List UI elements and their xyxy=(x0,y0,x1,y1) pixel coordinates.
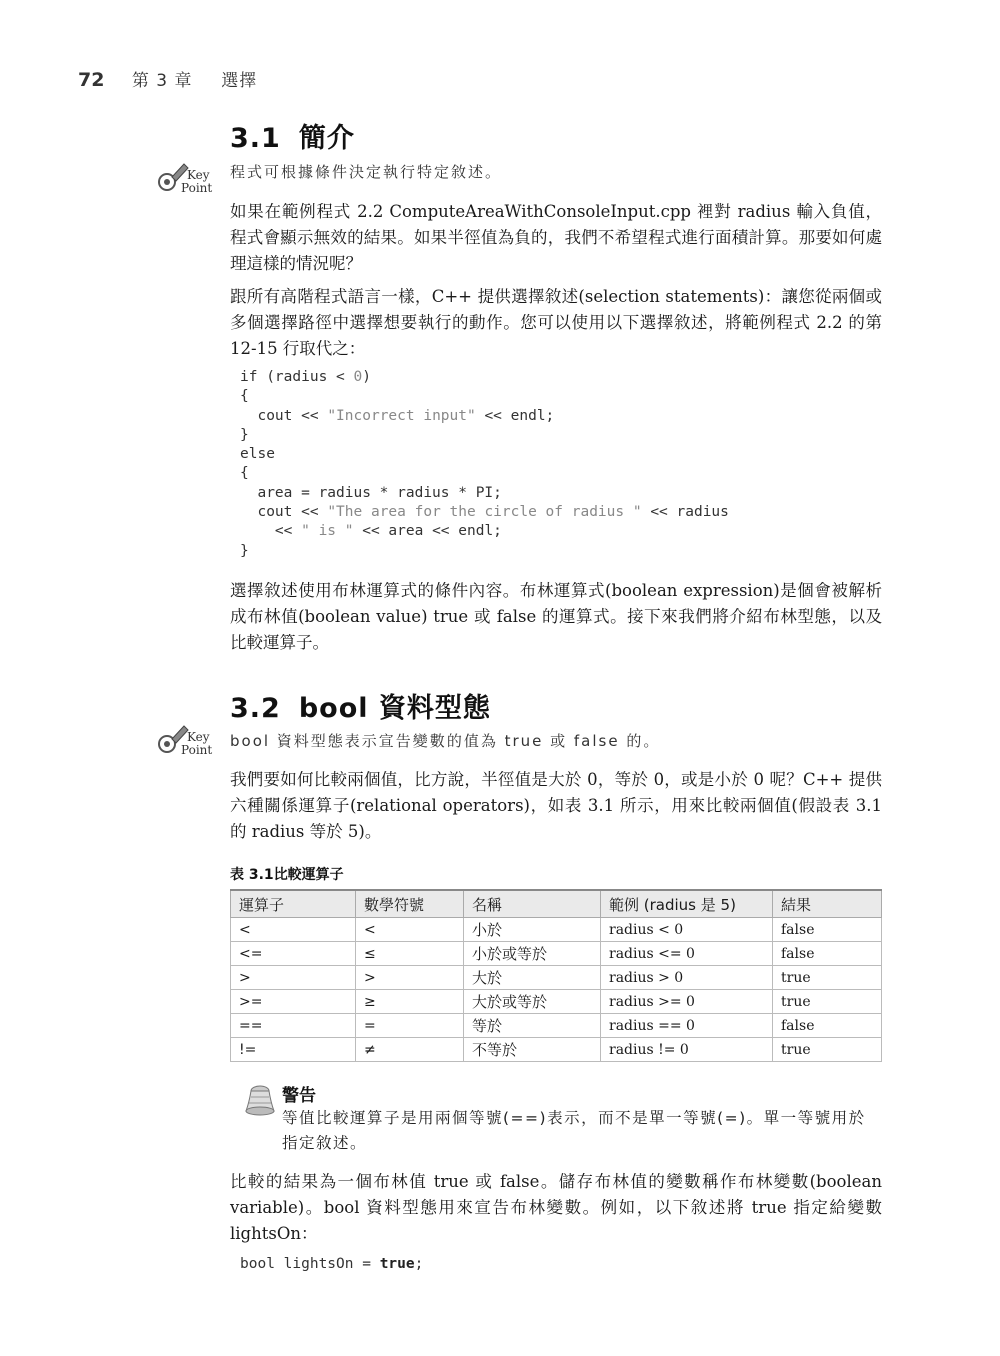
caution-title: 警告 xyxy=(282,1086,316,1106)
key-point-label-1: Key xyxy=(187,730,210,744)
table-cell: > xyxy=(231,966,356,990)
table-cell: 大於 xyxy=(464,966,601,990)
table-cell: radius != 0 xyxy=(601,1038,773,1062)
code-string: " is " xyxy=(301,523,354,540)
table-cell: ≠ xyxy=(356,1038,464,1062)
table-cell: <= xyxy=(231,942,356,966)
section-title xyxy=(230,116,882,155)
key-point-text: bool 資料型態表示宣告變數的值為 true 或 false 的。 xyxy=(230,732,661,750)
table-cell: < xyxy=(356,918,464,942)
table-cell: 小於 xyxy=(464,918,601,942)
code-text: cout << xyxy=(240,407,328,424)
section-title xyxy=(230,686,882,725)
code-line xyxy=(240,485,502,501)
code-number: 0 xyxy=(353,369,363,385)
key-point-label-1: Key xyxy=(187,168,210,182)
code-text: << area << endl; xyxy=(353,523,502,540)
key-point-label-2: Point xyxy=(181,743,213,757)
code-line xyxy=(240,504,729,520)
code-text: { xyxy=(240,465,249,482)
code-line xyxy=(240,446,275,462)
code-block xyxy=(240,368,892,561)
table-cell: radius == 0 xyxy=(601,1014,773,1038)
code-text: { xyxy=(240,388,249,405)
paragraph: 選擇敘述使用布林運算式的條件內容。布林運算式(boolean expression)是個會被解析成布林值(boolean value) true 或 false 的運算式。接下來我們將介紹布林型態，以及比較運算子。 xyxy=(230,581,882,652)
table-cell: true xyxy=(773,966,882,990)
table-cell: ≥ xyxy=(356,990,464,1014)
table-row xyxy=(231,1038,882,1062)
code-text: area = radius * radius * PI; xyxy=(240,484,502,501)
code-listing xyxy=(240,1255,892,1274)
code-text: ) xyxy=(362,369,371,385)
column-header: 範例 (radius 是 5) xyxy=(601,890,773,918)
code-listing xyxy=(240,368,892,561)
section-number: 3.1 xyxy=(230,123,281,154)
table-row xyxy=(231,1014,882,1038)
table-cell: == xyxy=(231,1014,356,1038)
table-cell: radius < 0 xyxy=(601,918,773,942)
table-cell: 大於或等於 xyxy=(464,990,601,1014)
code-text: else xyxy=(240,446,275,463)
column-header: 結果 xyxy=(773,890,882,918)
section-title-text: bool 資料型態 xyxy=(298,693,491,724)
code-text: << endl; xyxy=(475,407,555,424)
code-line xyxy=(240,465,249,481)
table-number: 表 3.1 xyxy=(230,867,274,883)
key-point-icon xyxy=(154,160,216,196)
table-cell: 等於 xyxy=(464,1014,601,1038)
page-number: 72 xyxy=(78,69,105,91)
table-cell: radius > 0 xyxy=(601,966,773,990)
table-cell: < xyxy=(231,918,356,942)
column-header: 數學符號 xyxy=(356,890,464,918)
table-cell: radius >= 0 xyxy=(601,990,773,1014)
code-keyword: true xyxy=(379,1256,415,1272)
chapter-title: 選擇 xyxy=(221,71,258,91)
paragraph: 我們要如何比較兩個值，比方說，半徑值是大於 0，等於 0，或是小於 0 呢？C++ 提供六種關係運算子(relational operators)，如表 3.1 所示，用來比較兩個值(假設表 3.1 的 radius 等於 5)。 xyxy=(230,770,882,841)
caution-icon xyxy=(242,1081,278,1121)
code-text: << xyxy=(240,523,302,540)
code-line xyxy=(240,388,249,404)
chapter-label: 第 3 章 xyxy=(131,71,193,91)
code-line xyxy=(240,369,371,385)
section-number: 3.2 xyxy=(230,693,281,724)
table-row xyxy=(231,918,882,942)
table-cell: radius <= 0 xyxy=(601,942,773,966)
code-text: bool lightsOn = xyxy=(240,1256,380,1272)
table-row xyxy=(231,942,882,966)
table-row xyxy=(231,990,882,1014)
table-cell: true xyxy=(773,1038,882,1062)
code-text: cout << xyxy=(240,504,328,521)
table-cell: >= xyxy=(231,990,356,1014)
table-cell: false xyxy=(773,918,882,942)
section-3-2-heading xyxy=(230,686,882,725)
code-text: << radius xyxy=(641,504,729,521)
table-cell: false xyxy=(773,942,882,966)
paragraph: 比較的結果為一個布林值 true 或 false。儲存布林值的變數稱作布林變數(boolean variable)。bool 資料型態用來宣告布林變數。例如，以下敘述將 true 指定給變數 lightsOn： xyxy=(230,1172,882,1243)
operators-table xyxy=(230,889,882,1062)
section-title-text: 簡介 xyxy=(298,123,355,154)
operators-table-wrap xyxy=(230,889,882,1062)
table-cell: true xyxy=(773,990,882,1014)
caution-text: 等值比較運算子是用兩個等號(==)表示，而不是單一等號(=)。單一等號用於指定敘述。 xyxy=(282,1109,866,1152)
code-line xyxy=(240,408,554,424)
code-text: } xyxy=(240,542,249,559)
code-line xyxy=(240,523,502,539)
code-text: ; xyxy=(414,1256,424,1272)
code-string: "Incorrect input" xyxy=(327,407,476,424)
code-text: if (radius < xyxy=(240,369,354,385)
table-cell: false xyxy=(773,1014,882,1038)
table-caption-text: 比較運算子 xyxy=(273,867,344,883)
table-cell: ≤ xyxy=(356,942,464,966)
table-header-row xyxy=(231,890,882,918)
column-header: 名稱 xyxy=(464,890,601,918)
running-header xyxy=(78,66,257,91)
code-text: } xyxy=(240,426,249,443)
table-caption xyxy=(230,864,882,884)
table-cell: = xyxy=(356,1014,464,1038)
table-cell: != xyxy=(231,1038,356,1062)
key-point-label-2: Point xyxy=(181,181,213,195)
code-string: "The area for the circle of radius " xyxy=(327,504,642,521)
paragraph: 如果在範例程式 2.2 ComputeAreaWithConsoleInput.cpp 裡對 radius 輸入負值，程式會顯示無效的結果。如果半徑值為負的，我們不希望程式進行面積計算。那要如何處理這樣的情況呢？ xyxy=(230,202,882,273)
section-3-1-heading xyxy=(230,116,882,155)
key-point-text: 程式可根據條件決定執行特定敘述。 xyxy=(230,163,503,181)
key-point-icon xyxy=(154,722,216,758)
column-header: 運算子 xyxy=(231,890,356,918)
code-block xyxy=(240,1255,892,1274)
table-cell: > xyxy=(356,966,464,990)
table-cell: 小於或等於 xyxy=(464,942,601,966)
code-line xyxy=(240,427,249,443)
table-cell: 不等於 xyxy=(464,1038,601,1062)
paragraph: 跟所有高階程式語言一樣，C++ 提供選擇敘述(selection statements)：讓您從兩個或多個選擇路徑中選擇想要執行的動作。您可以使用以下選擇敘述，將範例程式 2.2 的第 12-15 行取代之： xyxy=(230,287,882,358)
code-line xyxy=(240,543,249,559)
table-row xyxy=(231,966,882,990)
